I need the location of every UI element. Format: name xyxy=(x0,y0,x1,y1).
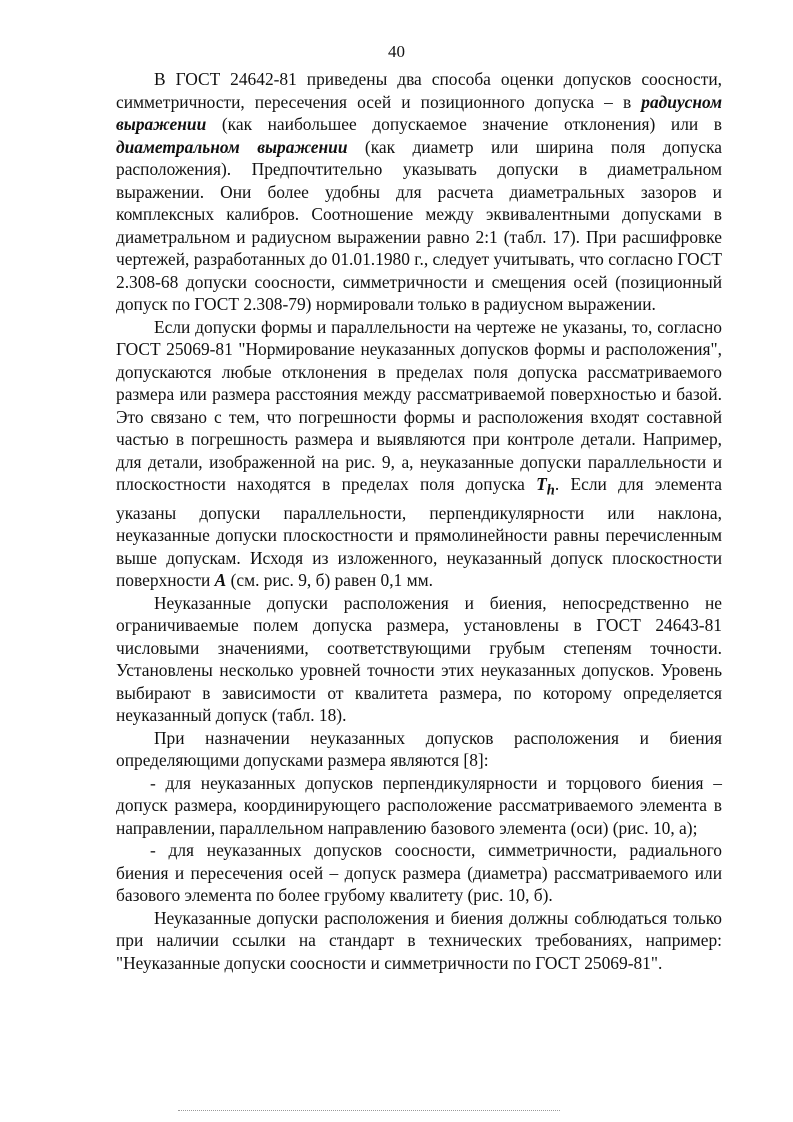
list-item: - для неуказанных допусков перпендикулярности и торцового биения – допуск размера, координирующего расположение рассматриваемого элемента в направлении, параллельном направлению базового элемента (оси) (рис. 10, а); xyxy=(116,772,722,838)
text-run: . Если для элемента указаны допуски параллельности, перпендикулярности или наклона, неуказанные допуски плоскостности и прямолинейности равны перечисленным выше допускам. Исходя из изложенного, неуказанный допуск плоскостности поверхности xyxy=(116,474,722,591)
paragraph: Неуказанные допуски расположения и биения должны соблюдаться только при наличии ссылки на стандарт в технических требованиях, например: "Неуказанные допуски соосности и симметричности по ГОСТ 25069-81". xyxy=(116,907,722,973)
text-run: (см. рис. 9, б) равен 0,1 мм. xyxy=(226,570,433,591)
emphasis-radial: радиусном выражении xyxy=(116,91,722,134)
page-number: 40 xyxy=(388,42,405,61)
text-run: (как диаметр или ширина поля допуска расположения). Предпочтительно указывать допуски в диаметральном выражении. Они более удобны для расчета диаметральных зазоров и комплексных калибров. Соотношение между эквивалентными допусками в диаметральном и радиусном выражении равно 2:1 (табл. 17). При расшифровке чертежей, разработанных до 01.01.1980 г., следует учитывать, что согласно ГОСТ 2.308-68 допуски соосности, симметричности и смещения осей (позиционный допуск по ГОСТ 2.308-79) нормировали только в радиусном выражении. xyxy=(116,136,722,314)
text-run: (как наибольшее допускаемое значение отклонения) или в xyxy=(206,114,722,134)
symbol-t: T xyxy=(536,474,547,494)
paragraph xyxy=(116,316,722,592)
symbol-subscript: h xyxy=(546,482,555,499)
footer-divider xyxy=(178,1110,560,1111)
paragraph: Неуказанные допуски расположения и биения, непосредственно не ограничиваемые полем допуска размера, установлены в ГОСТ 24643-81 числовыми значениями, соответствующими грубым степеням точности. Установлены несколько уровней точности этих неуказанных допусков. Уровень выбирают в зависимости от квалитета размера, по которому определяется неуказанный допуск (табл. 18). xyxy=(116,592,722,726)
text-run: Если допуски формы и параллельности на чертеже не указаны, то, согласно ГОСТ 25069-81 "Нормирование неуказанных допусков формы и расположения", допускаются любые отклонения в пределах поля допуска рассматриваемого размера или размера расстояния между рассматриваемой поверхностью и базой. Это связано с тем, что погрешности формы и расположения входят составной частью в погрешность размера и выявляются при контроле детали. Например, для детали, изображенной на рис. 9, а, неуказанные допуски параллельности и плоскостности находятся в пределах поля допуска xyxy=(116,316,722,494)
text-run: В ГОСТ 24642-81 приведены два способа оценки допусков соосности, симметричности, пересечения осей и позиционного допуска – в xyxy=(116,69,722,112)
paragraph xyxy=(116,68,722,316)
paragraph: При назначении неуказанных допусков расположения и биения определяющими допусками размера являются [8]: xyxy=(116,727,722,771)
list-item: - для неуказанных допусков соосности, симметричности, радиального биения и пересечения осей – допуск размера (диаметра) рассматриваемого или базового элемента по более грубому квалитету (рис. 10, б). xyxy=(116,840,722,906)
document-body xyxy=(116,68,722,974)
emphasis-diametral: диаметральном выражении xyxy=(116,136,348,157)
symbol-a: А xyxy=(214,570,227,591)
